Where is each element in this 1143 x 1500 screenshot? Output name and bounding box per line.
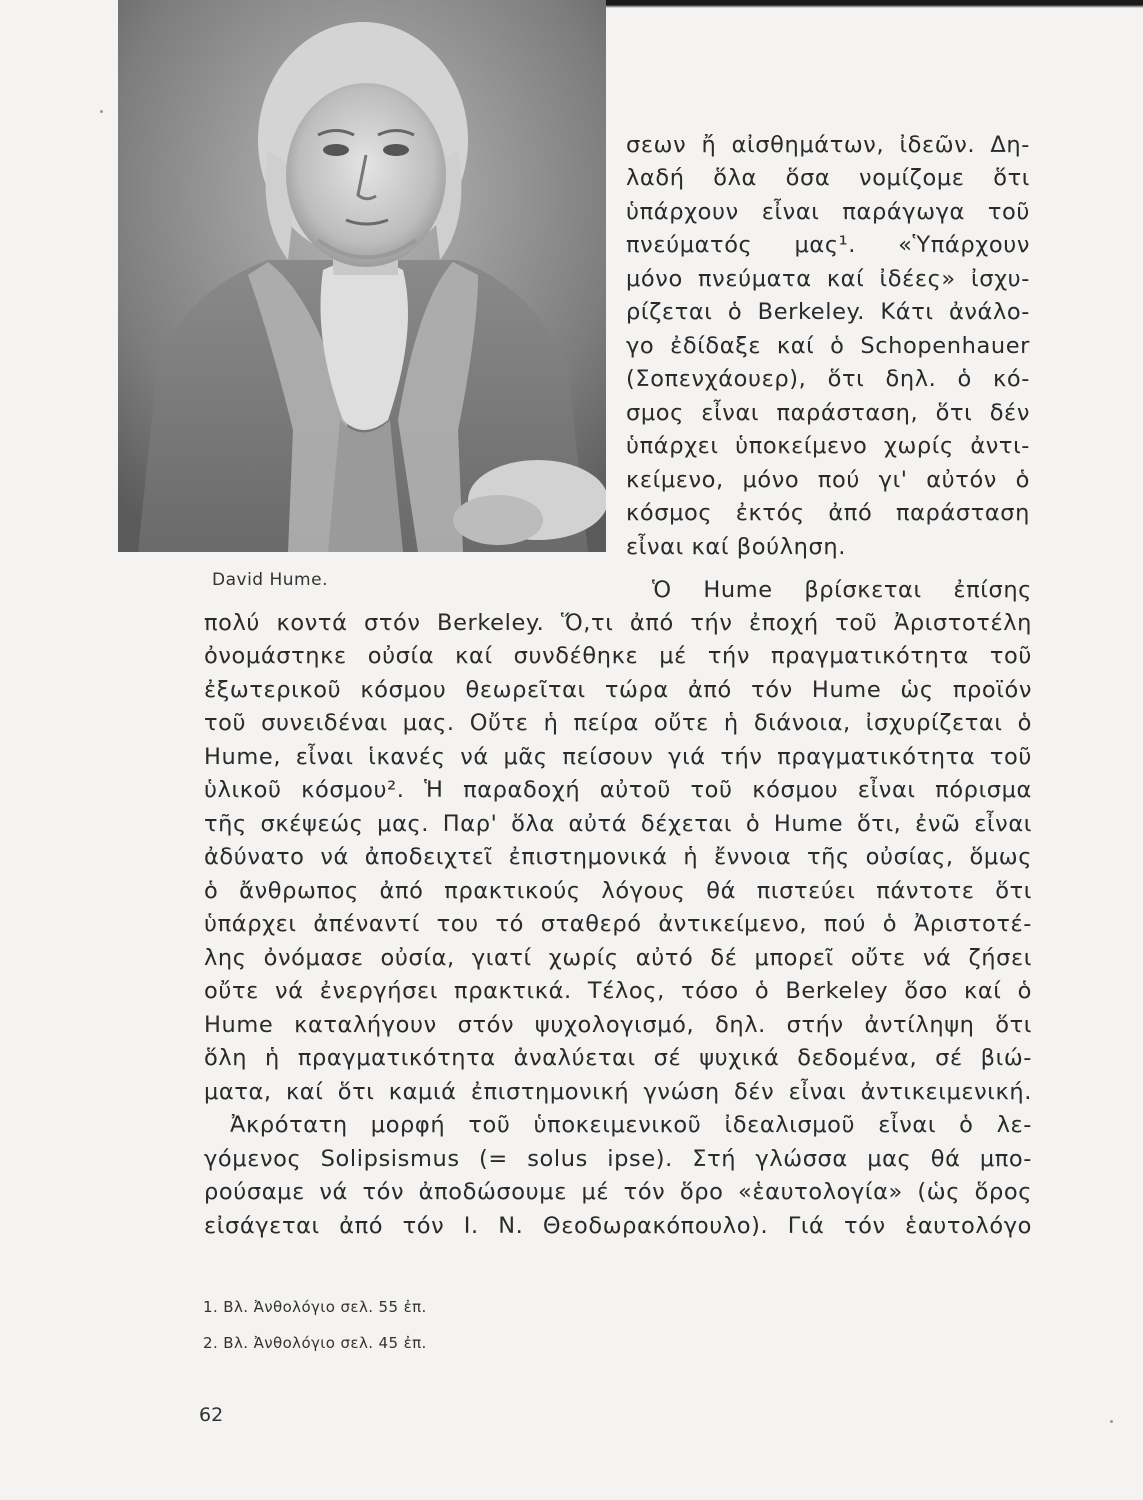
footnote: 1. Βλ. Ἀνθολόγιο σελ. 55 ἐπ. — [203, 1298, 427, 1316]
text-line: οὔτε νά ἐνεργήσει πρακτικά. Τέλος, τόσο ὁ Berkeley ὅσο καί ὁ — [204, 978, 1032, 1004]
text-line: εἰσάγεται ἀπό τόν Ι. Ν. Θεοδωρακόπουλο). Γιά τόν ἑαυτολόγο — [204, 1213, 1032, 1239]
scan-speck — [1110, 1420, 1113, 1423]
text-line: πνεύματός μας¹. «Ὑπάρχουν — [626, 232, 1030, 258]
text-line: πολύ κοντά στόν Berkeley. Ὅ,τι ἀπό τήν ἐποχή τοῦ Ἀριστοτέλη — [204, 610, 1032, 636]
text-line: κείμενο, μόνο πού γι' αὐτόν ὁ — [626, 467, 1030, 493]
text-line: ρούσαμε νά τόν ἀποδώσουμε μέ τόν ὅρο «ἑαυτολογία» (ὡς ὅρος — [204, 1179, 1032, 1205]
portrait-image — [118, 0, 606, 552]
text-line: ἐξωτερικοῦ κόσμου θεωρεῖται τώρα ἀπό τόν Hume ὡς προϊόν — [204, 677, 1032, 703]
page-number: 62 — [199, 1404, 224, 1426]
text-line: ὀνομάστηκε οὐσία καί συνδέθηκε μέ τήν πραγματικότητα τοῦ — [204, 643, 1032, 669]
page-edge-shadow — [600, 0, 1143, 8]
text-line: ὑπάρχει ἀπέναντί του τό σταθερό ἀντικείμενο, πού ὁ Ἀριστοτέ- — [204, 911, 1032, 937]
text-line: ὑπάρχει ὑποκείμενο χωρίς ἀντι- — [626, 433, 1030, 459]
text-line: γόμενος Solipsismus (= solus ipse). Στή γλώσσα μας θά μπο- — [204, 1146, 1032, 1172]
text-line: ματα, καί ὅτι καμιά ἐπιστημονική γνώση δέν εἶναι ἀντικειμενική. — [204, 1079, 1032, 1105]
text-line: ὑπάρχουν εἶναι παράγωγα τοῦ — [626, 199, 1030, 225]
text-line: ἀδύνατο νά ἀποδειχτεῖ ἐπιστημονικά ἡ ἔννοια τῆς οὐσίας, ὅμως — [204, 844, 1032, 870]
footnote: 2. Βλ. Ἀνθολόγιο σελ. 45 ἐπ. — [203, 1334, 427, 1352]
text-line: λαδή ὅλα ὅσα νομίζομε ὅτι — [626, 165, 1030, 191]
text-line: Hume, εἶναι ἱκανές νά μᾶς πείσουν γιά τήν πραγματικότητα τοῦ — [204, 744, 1032, 770]
text-line: ρίζεται ὁ Berkeley. Κάτι ἀνάλο- — [626, 299, 1030, 325]
text-line: ὁ ἄνθρωπος ἀπό πρακτικούς λόγους θά πιστεύει πάντοτε ὅτι — [204, 878, 1032, 904]
portrait-drawing — [118, 0, 606, 552]
text-line: κόσμος ἐκτός ἀπό παράσταση — [626, 500, 1030, 526]
text-line: τοῦ συνειδέναι μας. Οὔτε ἡ πείρα οὔτε ἡ διάνοια, ἰσχυρίζεται ὁ — [204, 710, 1032, 736]
text-line: σεων ἤ αἰσθημάτων, ἰδεῶν. Δη- — [626, 132, 1030, 158]
text-line: (Σοπενχάουερ), ὅτι δηλ. ὁ κό- — [626, 366, 1030, 392]
text-line: Hume καταλήγουν στόν ψυχολογισμό, δηλ. στήν ἀντίληψη ὅτι — [204, 1012, 1032, 1038]
text-line: λης ὀνόμασε οὐσία, γιατί χωρίς αὐτό δέ μπορεῖ οὔτε νά ζήσει — [204, 945, 1032, 971]
text-line: μόνο πνεύματα καί ἰδέες» ἰσχυ- — [626, 266, 1030, 292]
text-line: γο ἐδίδαξε καί ὁ Schopenhauer — [626, 333, 1030, 359]
text-line: εἶναι καί βούληση. — [626, 534, 846, 560]
portrait-caption: David Hume. — [212, 570, 328, 590]
scan-speck — [100, 110, 103, 113]
text-line: τῆς σκέψεώς μας. Παρ' ὅλα αὐτά δέχεται ὁ Hume ὅτι, ἐνῶ εἶναι — [204, 811, 1032, 837]
text-line: Ὁ Hume βρίσκεται ἐπίσης — [652, 577, 1032, 603]
text-line: σμος εἶναι παράσταση, ὅτι δέν — [626, 400, 1030, 426]
text-line: Ἀκρότατη μορφή τοῦ ὑποκειμενικοῦ ἰδεαλισμοῦ εἶναι ὁ λε- — [230, 1112, 1032, 1138]
text-line: ὅλη ἡ πραγματικότητα ἀναλύεται σέ ψυχικά δεδομένα, σέ βιώ- — [204, 1045, 1032, 1071]
text-line: ὑλικοῦ κόσμου². Ἡ παραδοχή αὐτοῦ τοῦ κόσμου εἶναι πόρισμα — [204, 777, 1032, 803]
